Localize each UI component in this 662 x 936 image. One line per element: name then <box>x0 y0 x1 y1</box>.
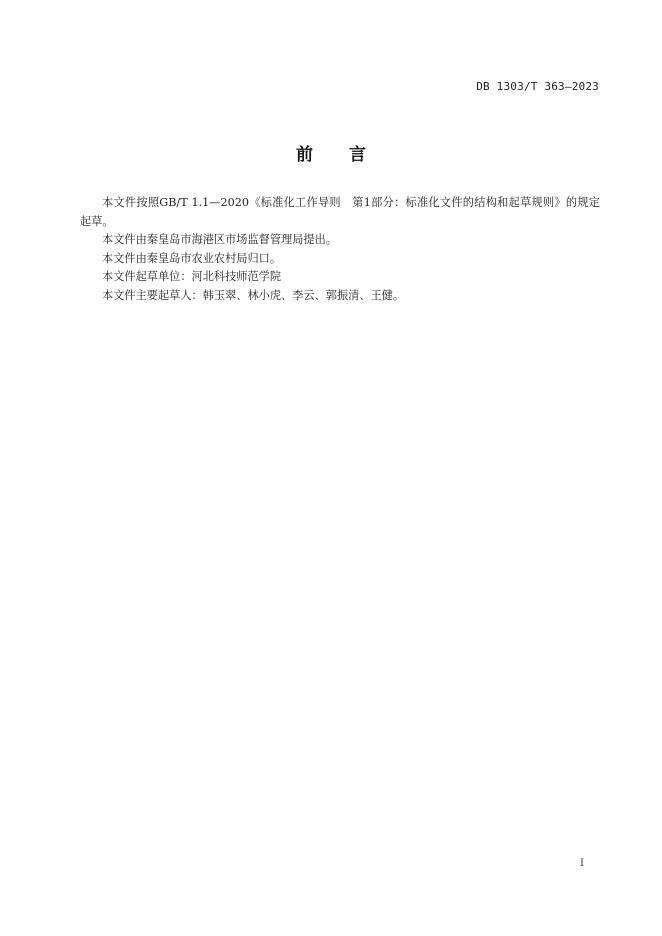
page-number: I <box>580 858 584 869</box>
paragraph-drafting-basis: 本文件按照GB/T 1.1—2020《标准化工作导则 第1部分：标准化文件的结构和起草规则》的规定起草。 <box>80 196 600 228</box>
paragraph-proposer: 本文件由秦皇岛市海港区市场监督管理局提出。 <box>102 233 337 246</box>
title-char-1: 前 <box>296 145 313 165</box>
paragraph-drafters: 本文件主要起草人：韩玉翠、林小虎、李云、郭振清、王健。 <box>102 288 405 302</box>
document-code: DB 1303/T 363—2023 <box>476 80 599 93</box>
paragraph-drafting-unit: 本文件起草单位：河北科技师范学院 <box>102 270 282 283</box>
page-title <box>0 140 662 165</box>
paragraph-administrator: 本文件由秦皇岛市农业农村局归口。 <box>102 251 282 265</box>
title-char-2: 言 <box>349 145 366 165</box>
foreword-body <box>80 194 600 305</box>
